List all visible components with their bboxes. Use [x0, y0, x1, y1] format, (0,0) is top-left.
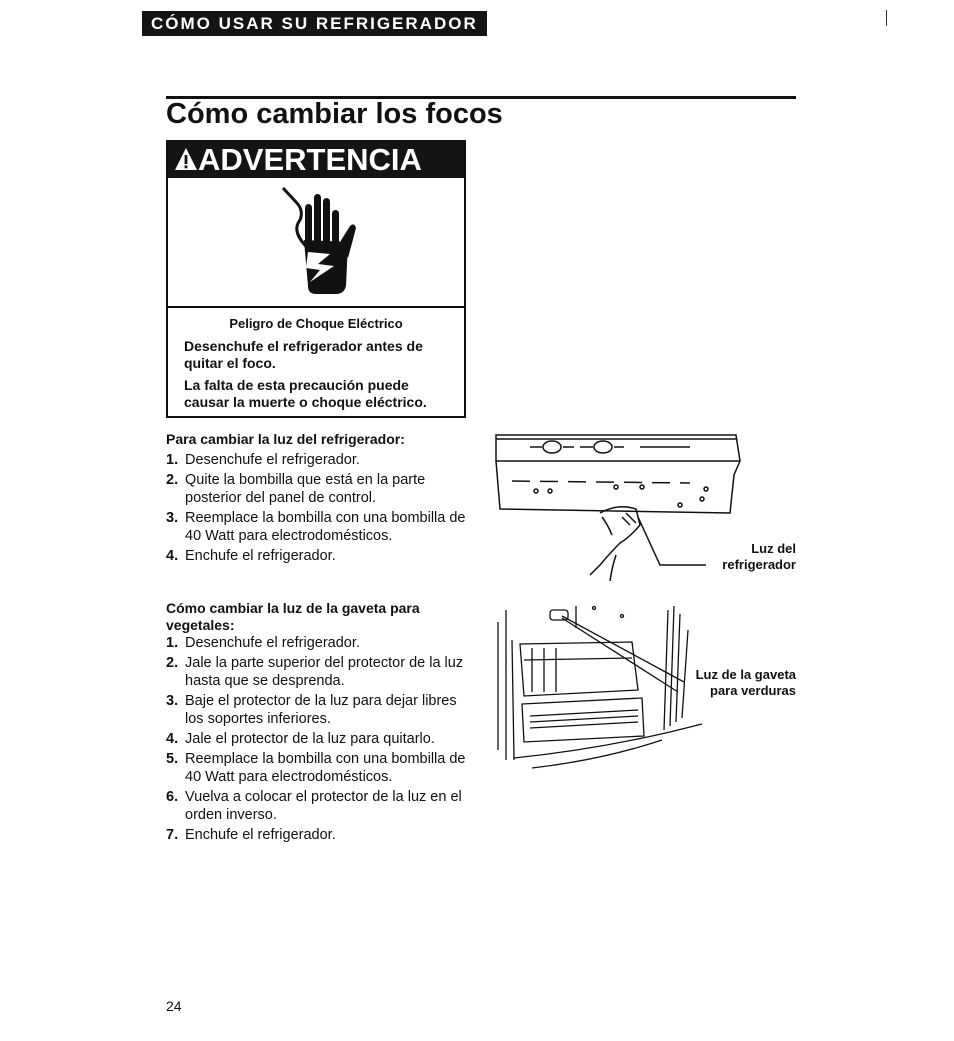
page-number: 24 — [166, 998, 182, 1014]
heading-line: Cómo cambiar la luz de la gaveta para — [166, 600, 420, 616]
warning-line-2: La falta de esta precaución puede causar la muerte o choque eléctrico. — [184, 377, 427, 410]
step-number: 5. — [166, 751, 179, 767]
list-item — [166, 451, 466, 469]
fridge-light-caption — [700, 541, 796, 573]
electric-shock-hand-icon — [278, 182, 358, 300]
step-number: 6. — [166, 789, 179, 805]
list-item — [166, 634, 466, 652]
step-number: 1. — [166, 635, 179, 651]
crisper-light-heading — [166, 600, 420, 634]
step-number: 3. — [166, 693, 179, 709]
margin-mark — [886, 10, 887, 26]
step-text: Jale la parte superior del protector de la luz hasta que se desprenda. — [185, 655, 464, 689]
step-number: 1. — [166, 452, 179, 468]
caption-line: refrigerador — [722, 557, 796, 572]
list-item — [166, 826, 466, 844]
heading-line: vegetales: — [166, 617, 235, 633]
step-text: Desenchufe el refrigerador. — [185, 635, 360, 651]
step-text: Desenchufe el refrigerador. — [185, 452, 360, 468]
section-banner: CÓMO USAR SU REFRIGERADOR — [142, 11, 487, 36]
step-number: 2. — [166, 472, 179, 488]
step-number: 4. — [166, 731, 179, 747]
warning-line-1: Desenchufe el refrigerador antes de quitar el foco. — [184, 338, 423, 371]
warning-header — [168, 142, 464, 178]
list-item — [166, 509, 466, 545]
warning-triangle-icon — [174, 147, 198, 171]
fridge-light-heading: Para cambiar la luz del refrigerador: — [166, 431, 405, 447]
warning-divider — [168, 306, 464, 308]
step-text: Quite la bombilla que está en la parte posterior del panel de control. — [185, 472, 426, 506]
list-item — [166, 547, 466, 565]
page-title: Cómo cambiar los focos — [166, 98, 503, 130]
list-item — [166, 750, 466, 786]
hazard-name: Peligro de Choque Eléctrico — [229, 316, 403, 331]
step-text: Jale el protector de la luz para quitarlo. — [185, 731, 435, 747]
list-item — [166, 730, 466, 748]
caption-line: para verduras — [710, 683, 796, 698]
step-number: 7. — [166, 827, 179, 843]
list-item — [166, 788, 466, 824]
list-item — [166, 471, 466, 507]
warning-header-text: ADVERTENCIA — [198, 142, 422, 177]
step-number: 3. — [166, 510, 179, 526]
caption-line: Luz del — [751, 541, 796, 556]
step-text: Enchufe el refrigerador. — [185, 548, 336, 564]
crisper-light-illustration — [492, 600, 712, 775]
list-item — [166, 692, 466, 728]
crisper-light-caption — [680, 667, 796, 699]
crisper-light-steps — [166, 634, 466, 846]
step-text: Baje el protector de la luz para dejar libres los soportes inferiores. — [185, 693, 457, 727]
step-text: Enchufe el refrigerador. — [185, 827, 336, 843]
warning-box — [166, 140, 466, 418]
step-text: Reemplace la bombilla con una bombilla de 40 Watt para electrodomésticos. — [185, 510, 466, 544]
step-number: 4. — [166, 548, 179, 564]
caption-line: Luz de la gaveta — [695, 667, 796, 682]
step-number: 2. — [166, 655, 179, 671]
fridge-light-steps — [166, 451, 466, 567]
step-text: Vuelva a colocar el protector de la luz en el orden inverso. — [185, 789, 462, 823]
step-text: Reemplace la bombilla con una bombilla de 40 Watt para electrodomésticos. — [185, 751, 466, 785]
list-item — [166, 654, 466, 690]
